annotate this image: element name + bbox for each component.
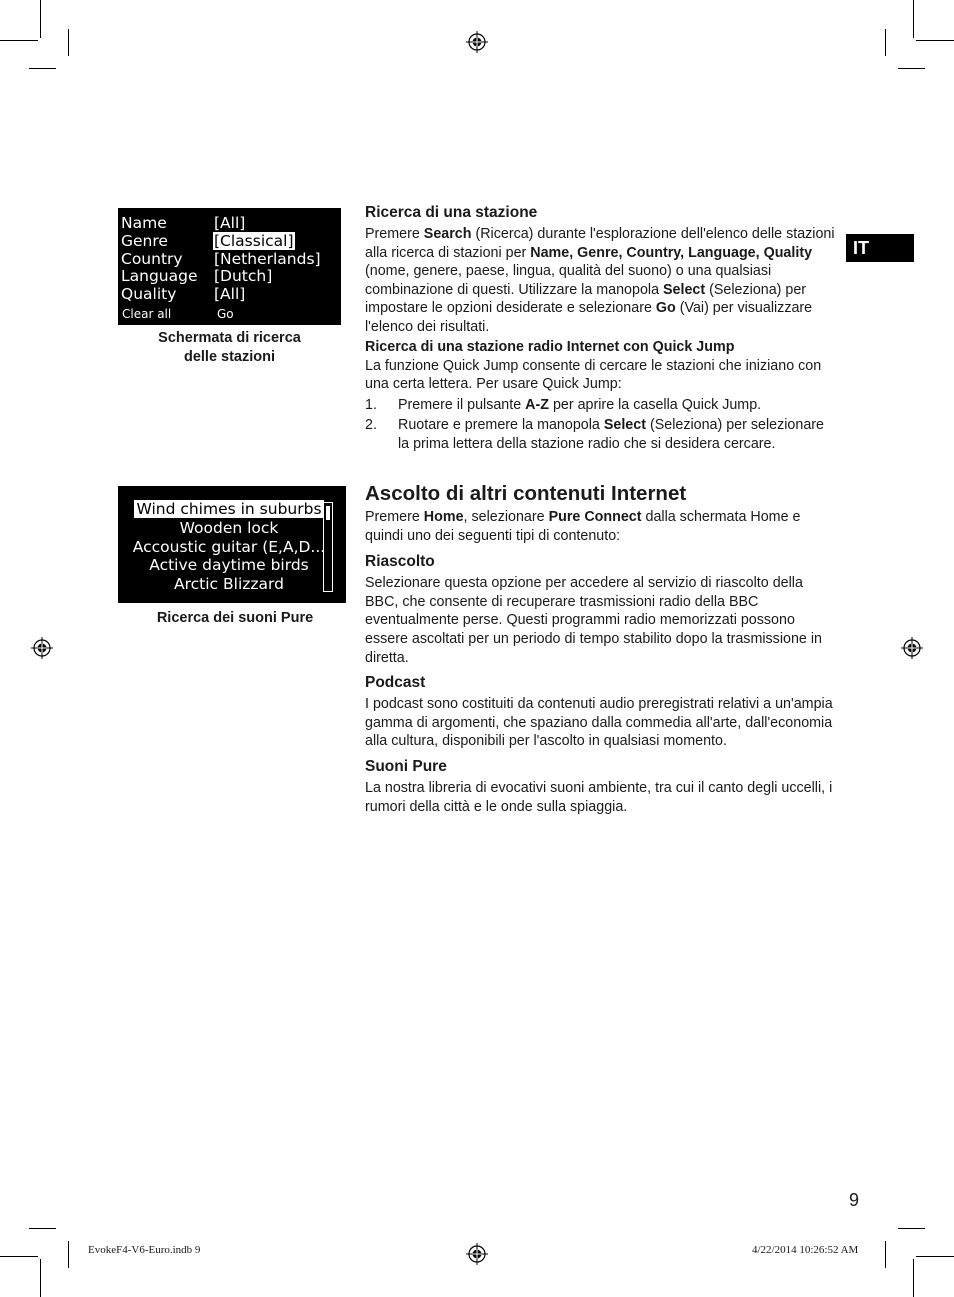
station-search-caption: Schermata di ricerca delle stazioni [158,330,301,365]
language-tab: IT [846,234,914,262]
station-search-screen: Name [All] Genre [Classical] Country [Netherlands] Language [Dutch] Quality [All] Clear all Go [118,208,341,325]
podcast-heading: Podcast [365,674,426,692]
step-1: 1. Premere il pulsante A-Z per aprire la casella Quick Jump. [365,396,762,413]
pure-sound-item: Accoustic guitar (E,A,D... [132,538,326,556]
page-number: 9 [849,1190,860,1210]
other-intro-paragraph: Premere Home, selezionare Pure Connect dalla schermata Home e quindi uno dei seguenti tipi di contenuto: [365,509,801,544]
slug-timestamp: 4/22/2014 10:26:52 AM [752,1244,859,1256]
registration-mark-icon [31,637,53,659]
scrollbar-thumb [326,506,330,520]
registration-mark-icon [466,1243,488,1265]
step-2: 2. Ruotare e premere la manopola Select (Seleziona) per selezionare la prima lettera della stazione radio che si desidera cercare. [365,417,824,452]
suoni-pure-heading: Suoni Pure [365,757,447,775]
registration-mark-icon [466,31,488,53]
pure-sound-item: Arctic Blizzard [174,575,284,593]
station-search-section [365,203,835,454]
sub-heading: Ricerca di una stazione radio Internet con Quick Jump [365,338,735,355]
other-content-section [365,482,835,816]
quick-jump-paragraph: La funzione Quick Jump consente di cercare le stazioni che iniziano con una certa lettera. Per usare Quick Jump: [365,357,822,393]
riascolto-heading: Riascolto [365,553,435,571]
riascolto-paragraph: Selezionare questa opzione per accedere al servizio di riascolto della BBC, che consente di recuperare trasmissioni radio della BBC eventualmente perse. Questi programmi radio memorizzati possono essere ascoltati per un periodo di tempo stabilito dopo la trasmissione in diretta. [365,575,822,666]
pure-sounds-screen [118,486,346,603]
slug-file: EvokeF4-V6-Euro.indb 9 [88,1244,201,1256]
section-heading: Ascolto di altri contenuti Internet [365,482,687,505]
pure-sound-item: Active daytime birds [149,556,309,574]
section-heading: Ricerca di una stazione [365,204,538,221]
pure-sounds-caption: Ricerca dei suoni Pure [156,610,314,626]
registration-mark-icon [901,637,923,659]
go-label: Go [217,307,234,321]
clear-all-label: Clear all [122,307,172,321]
suoni-pure-paragraph: La nostra libreria di evocativi suoni ambiente, tra cui il canto degli uccelli, i rumori della città e le onde sulla spiaggia. [365,779,833,815]
pure-sound-item: Wind chimes in suburbs [136,500,322,518]
podcast-paragraph: I podcast sono costituiti da contenuti audio preregistrati relativi a un'ampia gamma di argomenti, che spaziano dalla commedia all'arte, dall'economia alla cultura, disponibili per l'ascolto in qualsiasi momento. [365,696,833,750]
pure-sound-item: Wooden lock [179,519,279,537]
search-intro-paragraph: Premere Search (Ricerca) durante l'esplorazione dell'elenco delle stazioni alla ricerca di stazioni per Name, Genre, Country, Language, Quality (nome, genere, paese, lingua, qualità del suono) o una qualsiasi combinazione di questi. Utilizzare la manopola Select (Seleziona) per impostare le opzioni desiderate e selezionare Go (Vai) per visualizzare l'elenco dei risultati. [365,226,835,335]
scrollbar [323,502,333,592]
